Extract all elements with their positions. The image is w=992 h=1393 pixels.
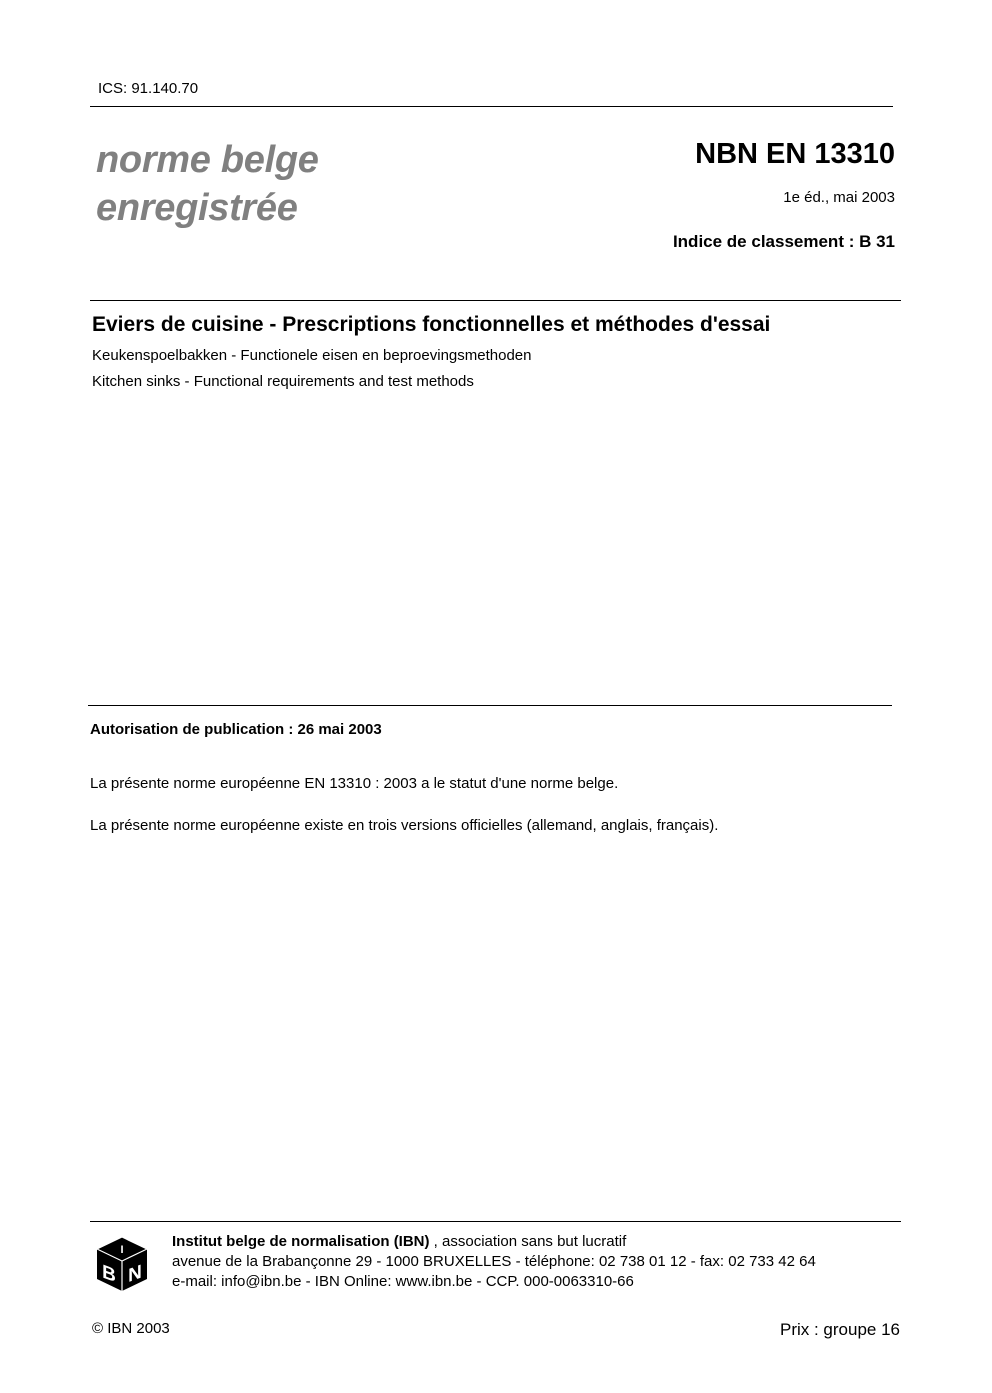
svg-text:B: B — [102, 1260, 116, 1288]
institute-suffix: , association sans but lucratif — [429, 1233, 627, 1250]
norme-line-1: norme belge — [96, 139, 319, 181]
norme-belge-heading — [96, 136, 319, 232]
classification-index: Indice de classement : B 31 — [672, 232, 895, 251]
top-divider — [90, 106, 893, 107]
status-paragraph: La présente norme européenne EN 13310 : 2003 a le statut d'une norme belge. — [90, 775, 619, 792]
body-divider — [88, 705, 892, 706]
institute-name: Institut belge de normalisation (IBN) — [172, 1233, 430, 1250]
publication-authorization: Autorisation de publication : 26 mai 2003 — [90, 721, 382, 738]
footer-divider — [90, 1221, 901, 1222]
svg-text:N: N — [128, 1260, 142, 1288]
standard-number: NBN EN 13310 — [695, 138, 895, 170]
ibn-logo-icon — [96, 1236, 148, 1292]
edition-date: 1e éd., mai 2003 — [783, 189, 895, 206]
title-dutch: Keukenspoelbakken - Functionele eisen en beproevingsmethoden — [92, 347, 532, 364]
title-divider — [90, 300, 901, 301]
versions-paragraph: La présente norme européenne existe en trois versions officielles (allemand, anglais, français). — [90, 817, 719, 834]
norme-line-2: enregistrée — [96, 187, 298, 229]
institute-line — [172, 1232, 816, 1252]
title-english: Kitchen sinks - Functional requirements and test methods — [92, 373, 474, 390]
address-line: avenue de la Brabançonne 29 - 1000 BRUXELLES - téléphone: 02 738 01 12 - fax: 02 733 42 64 — [172, 1253, 816, 1270]
copyright: © IBN 2003 — [92, 1320, 170, 1337]
contact-line: e-mail: info@ibn.be - IBN Online: www.ibn.be - CCP. 000-0063310-66 — [172, 1273, 634, 1290]
svg-text:I: I — [120, 1244, 124, 1256]
ics-code: ICS: 91.140.70 — [98, 80, 199, 97]
footer-institute-info — [172, 1232, 816, 1292]
price-group: Prix : groupe 16 — [779, 1320, 900, 1339]
title-french: Eviers de cuisine - Prescriptions fonctionnelles et méthodes d'essai — [92, 313, 771, 336]
